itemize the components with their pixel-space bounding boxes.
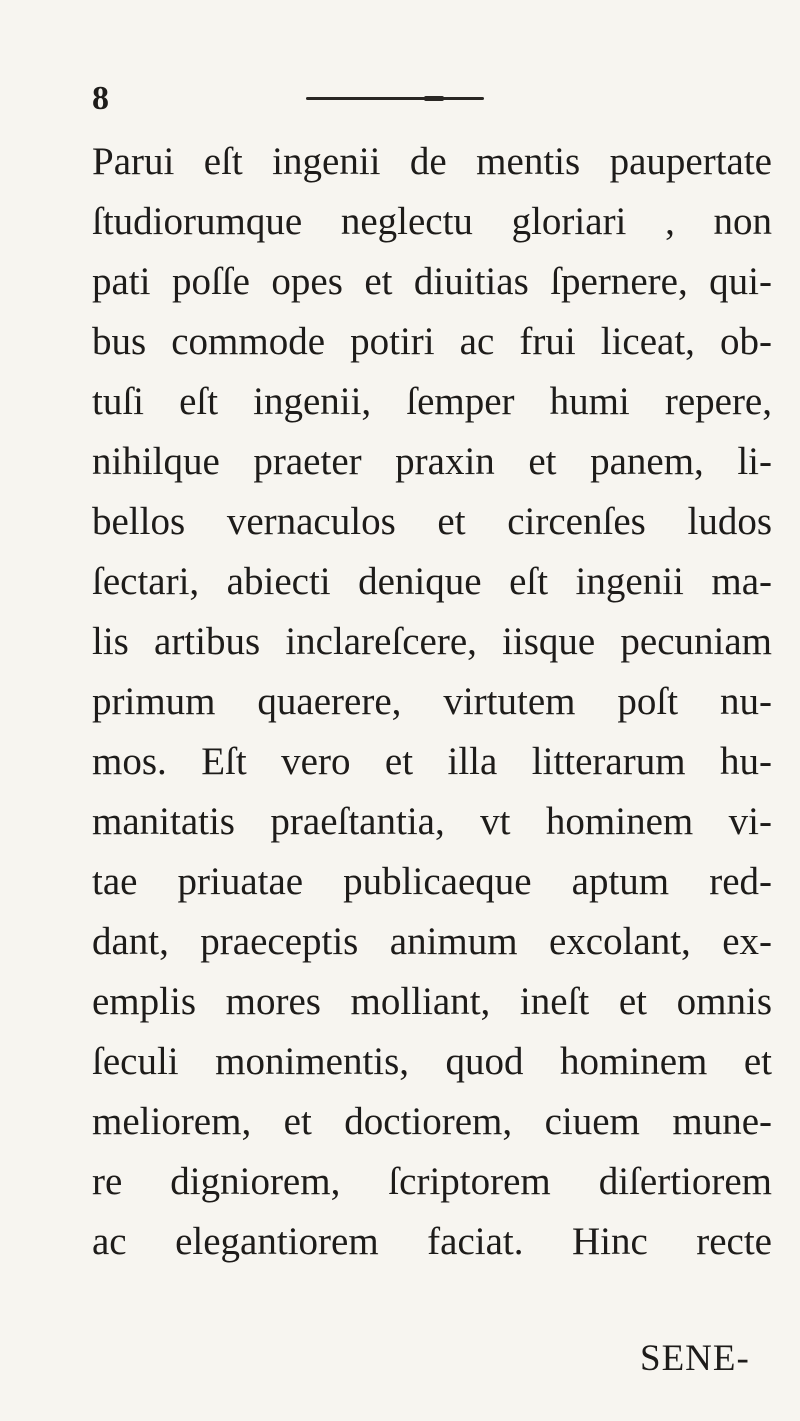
text-line: ſeculi monimentis, quod hominem et [92, 1040, 772, 1083]
body-text [92, 132, 772, 1272]
text-line: bellos vernaculos et circenſes ludos [92, 500, 772, 543]
text-line: manitatis praeſtantia, vt hominem vi- [92, 800, 772, 843]
text-line: tae priuatae publicaeque aptum red- [92, 860, 772, 903]
text-line: meliorem, et doctiorem, ciuem mune- [92, 1100, 772, 1143]
text-line: mos. Eſt vero et illa litterarum hu- [92, 740, 772, 783]
text-line: ſtudiorumque neglectu gloriari , non [92, 200, 772, 243]
catchword: SENE- [640, 1338, 750, 1379]
text-line: re digniorem, ſcriptorem diſertiorem [92, 1160, 772, 1203]
text-line: bus commode potiri ac frui liceat, ob- [92, 320, 772, 363]
text-line: dant, praeceptis animum excolant, ex- [92, 920, 772, 963]
text-line: tuſi eſt ingenii, ſemper humi repere, [92, 380, 772, 423]
text-line: Parui eſt ingenii de mentis paupertate [92, 140, 772, 183]
page-number: 8 [92, 80, 109, 117]
text-line: primum quaerere, virtutem poſt nu- [92, 680, 772, 723]
text-line: pati poſſe opes et diuitias ſpernere, qui- [92, 260, 772, 303]
text-line: ſectari, abiecti denique eſt ingenii ma- [92, 560, 772, 603]
text-line: nihilque praeter praxin et panem, li- [92, 440, 772, 483]
text-line: emplis mores molliant, ineſt et omnis [92, 980, 772, 1023]
header-rule [306, 97, 484, 100]
text-line: ac elegantiorem faciat. Hinc recte [92, 1220, 772, 1263]
text-line: lis artibus inclareſcere, iisque pecuniam [92, 620, 772, 663]
